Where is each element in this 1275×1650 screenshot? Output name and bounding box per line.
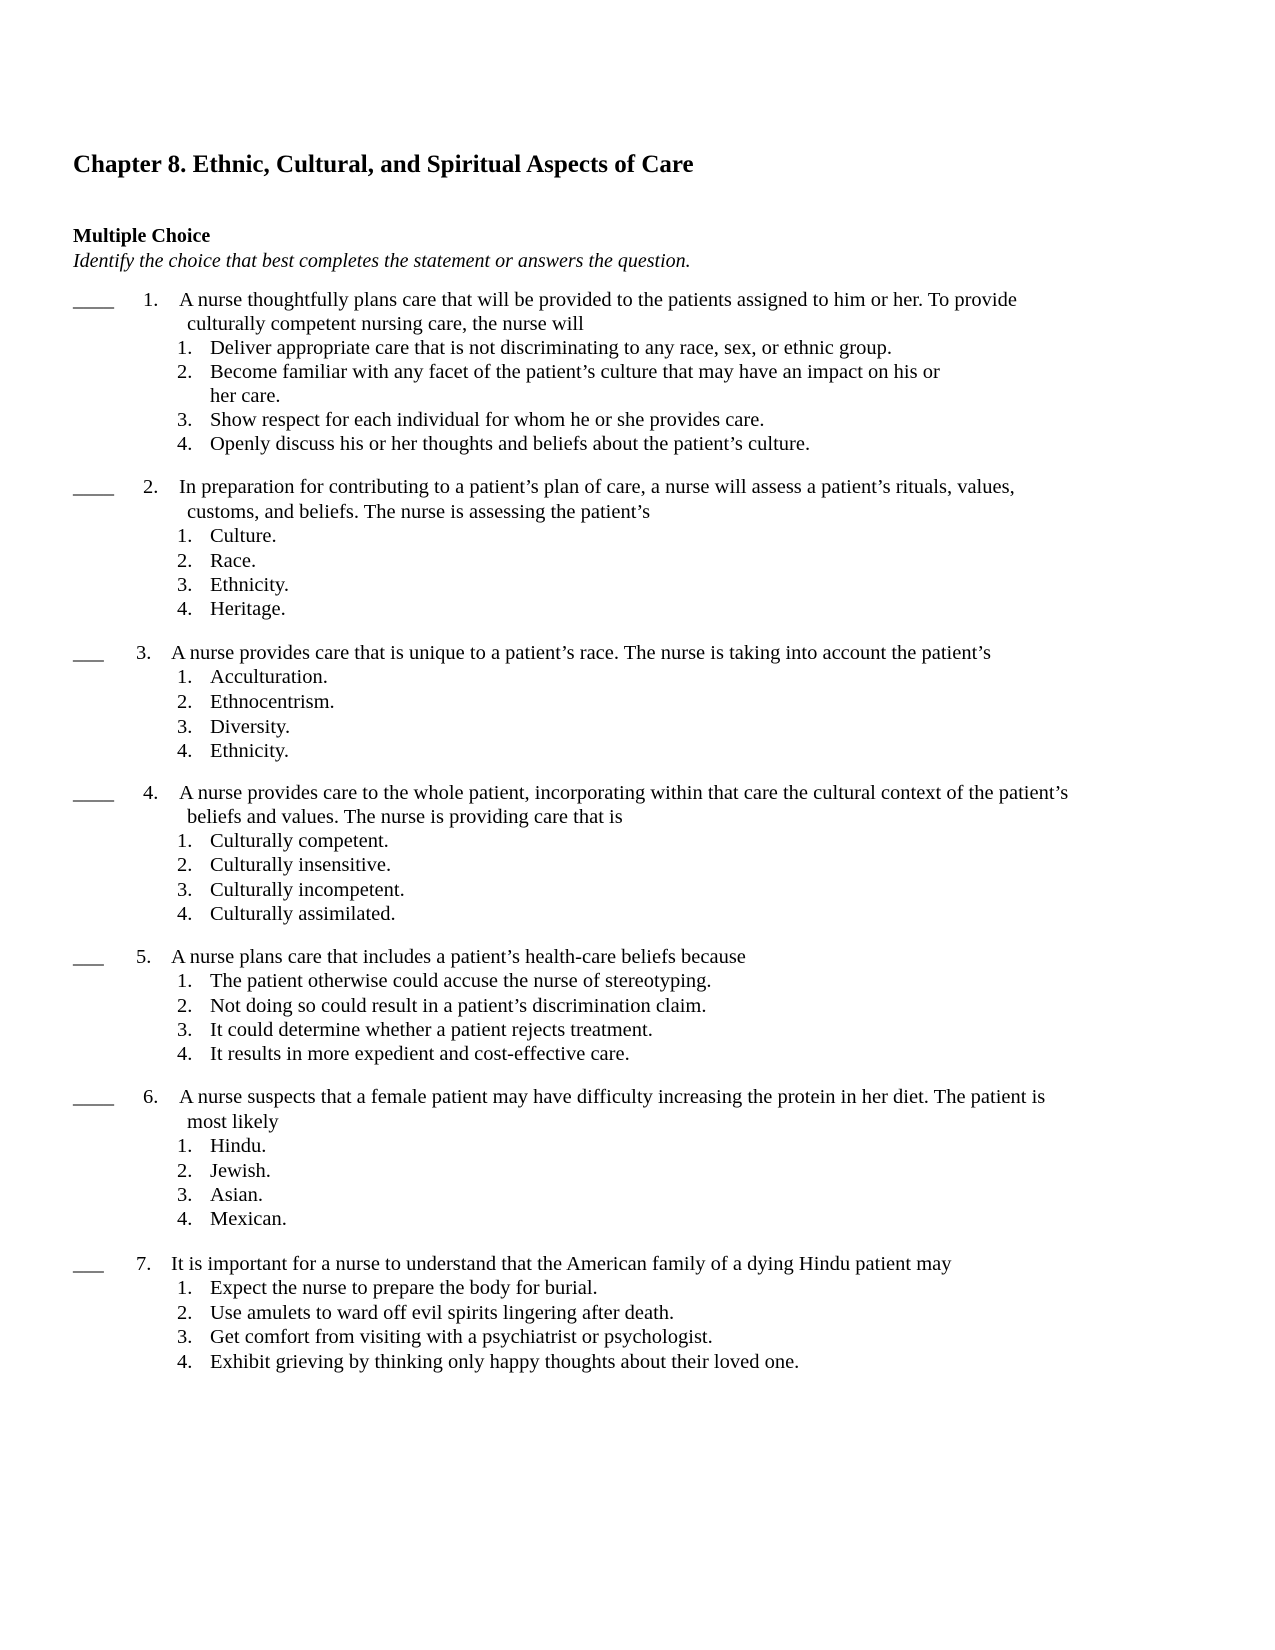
- option-text: It could determine whether a patient rejects treatment.: [210, 1019, 653, 1041]
- option-number: 3.: [177, 1019, 193, 1041]
- option-text: Hindu.: [210, 1135, 267, 1157]
- answer-blank[interactable]: ____: [73, 476, 114, 498]
- answer-option[interactable]: [177, 1350, 799, 1375]
- option-text: The patient otherwise could accuse the nurse of stereotyping.: [210, 970, 712, 992]
- option-text: Asian.: [210, 1184, 263, 1206]
- option-text: Openly discuss his or her thoughts and beliefs about the patient’s culture.: [210, 433, 811, 455]
- answer-option[interactable]: [177, 994, 706, 1019]
- option-number: 1.: [177, 1135, 193, 1157]
- answer-option[interactable]: [177, 902, 396, 927]
- option-text: Ethnicity.: [210, 574, 289, 596]
- question-stem-continued: customs, and beliefs. The nurse is assessing the patient’s: [187, 501, 651, 523]
- option-text: Show respect for each individual for whom he or she provides care.: [210, 409, 765, 431]
- option-number: 4.: [177, 1208, 193, 1230]
- section-instructions: Identify the choice that best completes the statement or answers the question.: [73, 250, 691, 272]
- answer-option[interactable]: [177, 829, 389, 854]
- option-text: Use amulets to ward off evil spirits lingering after death.: [210, 1302, 675, 1324]
- question-number: 5.: [136, 946, 152, 968]
- option-text: Expect the nurse to prepare the body for burial.: [210, 1277, 598, 1299]
- option-number: 2.: [177, 691, 193, 713]
- option-number: 2.: [177, 995, 193, 1017]
- answer-option[interactable]: [177, 1134, 266, 1159]
- option-text: Get comfort from visiting with a psychiatrist or psychologist.: [210, 1326, 713, 1348]
- option-number: 2.: [177, 361, 193, 383]
- question-stem-continued: beliefs and values. The nurse is providing care that is: [187, 806, 623, 828]
- answer-option[interactable]: [177, 336, 892, 361]
- option-text: Ethnicity.: [210, 740, 289, 762]
- option-number: 3.: [177, 716, 193, 738]
- section-heading: Multiple Choice: [73, 225, 211, 247]
- question-number: 2.: [143, 476, 159, 498]
- option-number: 2.: [177, 1160, 193, 1182]
- option-text: Culture.: [210, 525, 277, 547]
- option-number: 2.: [177, 854, 193, 876]
- option-text: Exhibit grieving by thinking only happy thoughts about their loved one.: [210, 1351, 800, 1373]
- answer-option[interactable]: [177, 1301, 674, 1326]
- answer-option[interactable]: [177, 853, 391, 878]
- answer-blank[interactable]: ___: [73, 1253, 104, 1275]
- question-number: 7.: [136, 1253, 152, 1275]
- answer-option[interactable]: [177, 715, 290, 740]
- answer-option[interactable]: [177, 739, 289, 764]
- answer-option[interactable]: [177, 408, 764, 433]
- option-text: Deliver appropriate care that is not discriminating to any race, sex, or ethnic group.: [210, 337, 892, 359]
- option-text: Heritage.: [210, 598, 286, 620]
- question-stem: A nurse plans care that includes a patient’s health-care beliefs because: [171, 946, 746, 968]
- option-text: Culturally insensitive.: [210, 854, 392, 876]
- option-text-continued: her care.: [210, 385, 281, 407]
- answer-option[interactable]: [177, 1325, 713, 1350]
- question-stem: A nurse suspects that a female patient may have difficulty increasing the protein in her diet. The patient is: [179, 1086, 1046, 1108]
- option-number: 2.: [177, 550, 193, 572]
- question-number: 4.: [143, 782, 159, 804]
- question-number: 3.: [136, 642, 152, 664]
- question-stem-continued: culturally competent nursing care, the nurse will: [187, 313, 584, 335]
- chapter-title: Chapter 8. Ethnic, Cultural, and Spiritual Aspects of Care: [73, 151, 694, 178]
- question-number: 1.: [143, 289, 159, 311]
- answer-blank[interactable]: ____: [73, 289, 114, 311]
- option-text: Not doing so could result in a patient’s discrimination claim.: [210, 995, 707, 1017]
- option-number: 3.: [177, 1184, 193, 1206]
- answer-option[interactable]: [177, 969, 712, 994]
- option-number: 3.: [177, 409, 193, 431]
- option-number: 3.: [177, 1326, 193, 1348]
- question-stem: It is important for a nurse to understand that the American family of a dying Hindu patient may: [171, 1253, 952, 1275]
- option-number: 1.: [177, 970, 193, 992]
- question-stem-continued: most likely: [187, 1111, 279, 1133]
- question-stem: A nurse provides care that is unique to a patient’s race. The nurse is taking into account the patient’s: [171, 642, 991, 664]
- option-number: 1.: [177, 666, 193, 688]
- answer-option[interactable]: [177, 360, 940, 385]
- option-number: 4.: [177, 903, 193, 925]
- option-number: 3.: [177, 574, 193, 596]
- answer-blank[interactable]: ___: [73, 642, 104, 664]
- option-text: Jewish.: [210, 1160, 271, 1182]
- answer-option[interactable]: [177, 665, 328, 690]
- answer-blank[interactable]: ____: [73, 1086, 114, 1108]
- answer-option[interactable]: [177, 1159, 271, 1184]
- answer-option[interactable]: [177, 432, 810, 457]
- option-text: Acculturation.: [210, 666, 328, 688]
- option-number: 4.: [177, 1351, 193, 1373]
- option-number: 4.: [177, 740, 193, 762]
- answer-option[interactable]: [177, 524, 277, 549]
- answer-option[interactable]: [177, 878, 405, 903]
- answer-option[interactable]: [177, 549, 256, 574]
- option-number: 4.: [177, 1043, 193, 1065]
- question-number: 6.: [143, 1086, 159, 1108]
- answer-option[interactable]: [177, 1276, 598, 1301]
- answer-blank[interactable]: ___: [73, 946, 104, 968]
- option-number: 1.: [177, 337, 193, 359]
- answer-option[interactable]: [177, 573, 289, 598]
- answer-option[interactable]: [177, 1042, 630, 1067]
- answer-option[interactable]: [177, 1207, 287, 1232]
- question-stem: A nurse thoughtfully plans care that will be provided to the patients assigned to him or her. To provide: [179, 289, 1017, 311]
- option-text: Diversity.: [210, 716, 291, 738]
- option-number: 4.: [177, 598, 193, 620]
- option-text: Culturally assimilated.: [210, 903, 396, 925]
- answer-option[interactable]: [177, 597, 286, 622]
- option-number: 2.: [177, 1302, 193, 1324]
- answer-option[interactable]: [177, 1018, 653, 1043]
- option-number: 3.: [177, 879, 193, 901]
- question-stem: In preparation for contributing to a patient’s plan of care, a nurse will assess a patient’s rituals, values,: [179, 476, 1015, 498]
- option-number: 1.: [177, 830, 193, 852]
- answer-option[interactable]: [177, 690, 335, 715]
- option-text: Race.: [210, 550, 257, 572]
- option-number: 1.: [177, 525, 193, 547]
- option-number: 4.: [177, 433, 193, 455]
- option-text: It results in more expedient and cost-effective care.: [210, 1043, 630, 1065]
- question-stem: A nurse provides care to the whole patient, incorporating within that care the cultural context of the patient’s: [179, 782, 1069, 804]
- option-text: Culturally competent.: [210, 830, 389, 852]
- answer-blank[interactable]: ____: [73, 782, 114, 804]
- option-text: Culturally incompetent.: [210, 879, 405, 901]
- option-text: Become familiar with any facet of the patient’s culture that may have an impact on his or: [210, 361, 940, 383]
- option-number: 1.: [177, 1277, 193, 1299]
- answer-option[interactable]: [177, 1183, 263, 1208]
- option-text: Ethnocentrism.: [210, 691, 335, 713]
- option-text: Mexican.: [210, 1208, 287, 1230]
